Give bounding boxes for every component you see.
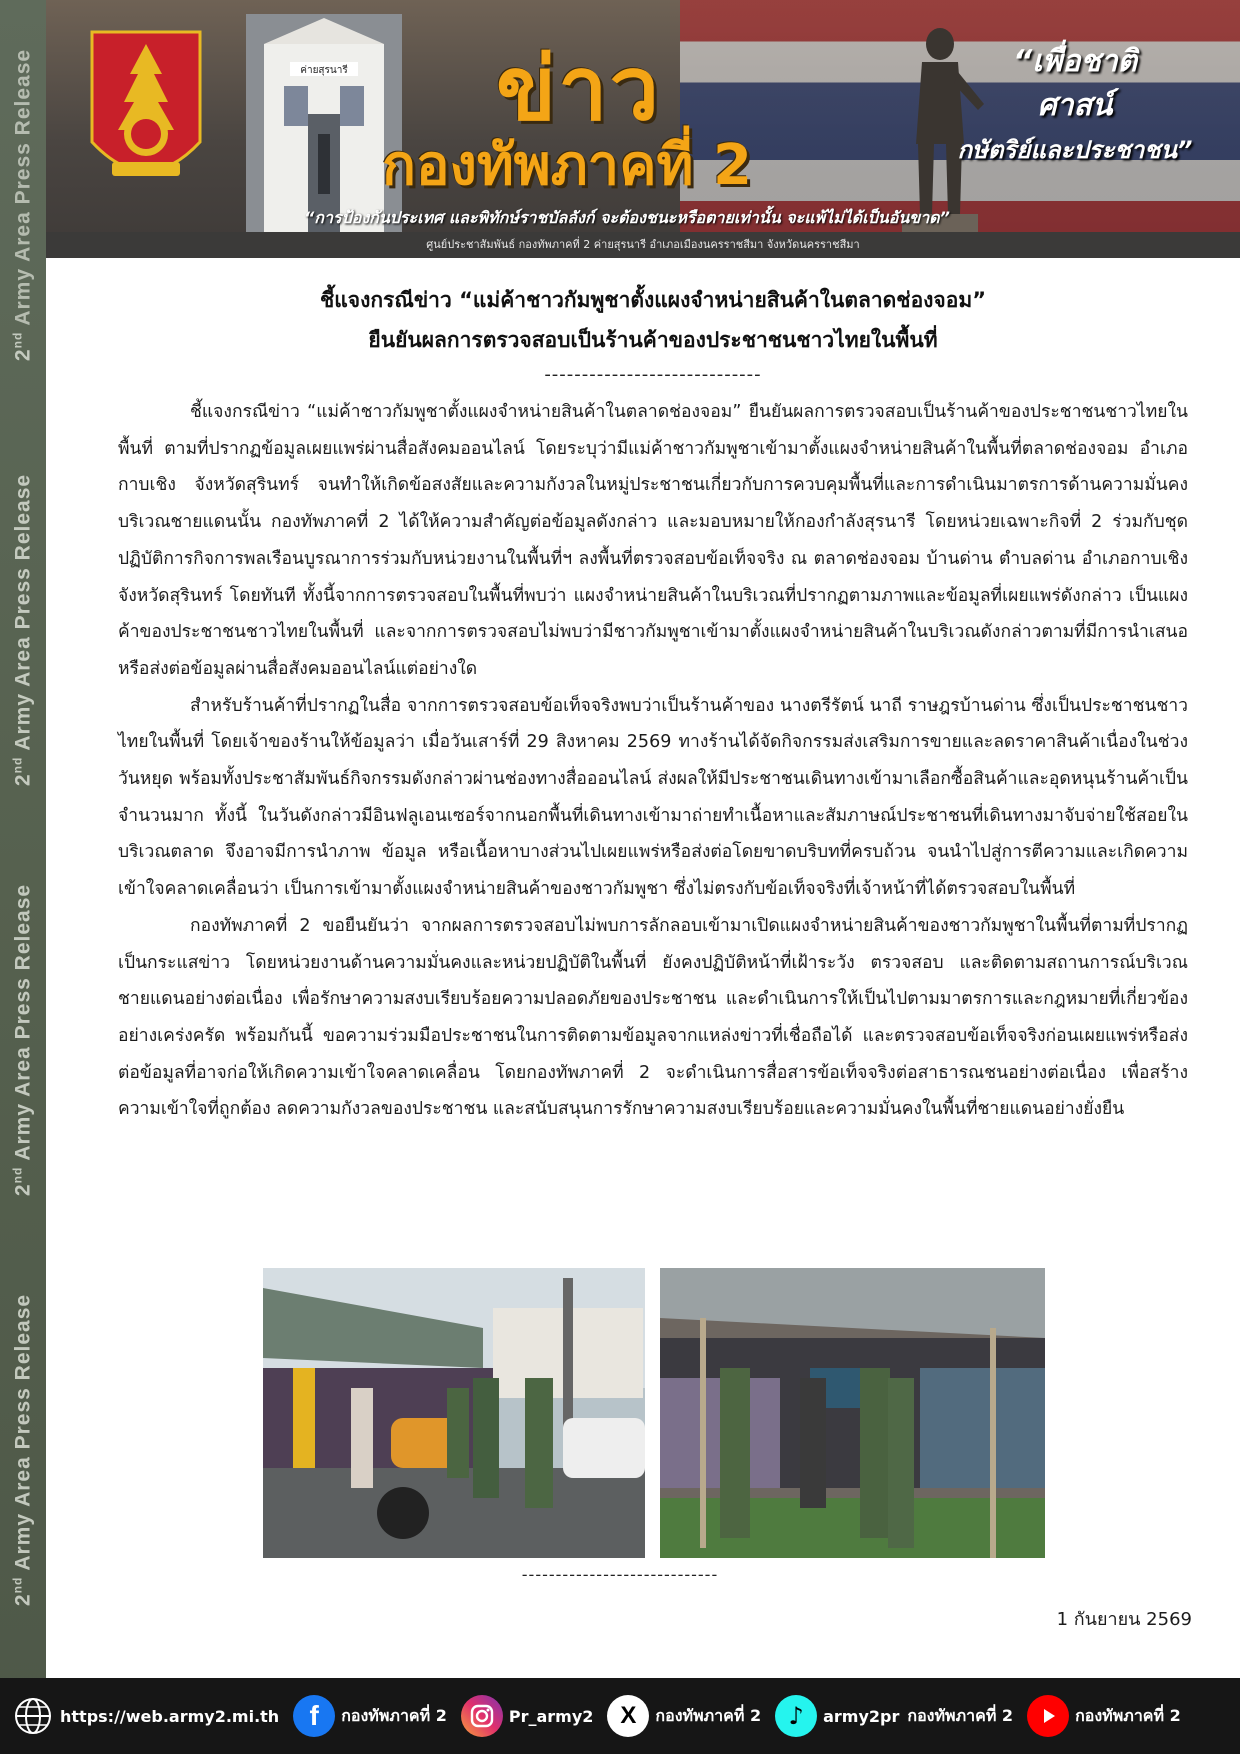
document-body (118, 280, 1188, 1128)
footer-website[interactable]: https://web.army2.mi.th (12, 1695, 279, 1737)
banner-motto: “เพื่อชาติ ศาสน์ กษัตริย์และประชาชน” (957, 44, 1193, 164)
svg-text:ค่ายสุรนารี: ค่ายสุรนารี (300, 65, 348, 76)
camp-gate-image (246, 14, 402, 234)
banner-quote: “การป้องกันประเทศ และพิทักษ์ราชบัลลังก์ จะต้องชนะหรือตายเท่านั้น จะแพ้ไม่ได้เป็นอันขาด” (304, 208, 950, 227)
footer-facebook[interactable]: f กองทัพภาคที่ 2 (293, 1695, 447, 1737)
document-date: 1 กันยายน 2569 (1056, 1609, 1192, 1630)
paragraph-3: กองทัพภาคที่ 2 ขอยืนยันว่า จากผลการตรวจสอบไม่พบการลักลอบเข้ามาเปิดแผงจำหน่ายสินค้าของชาวกัมพูชาในพื้นที่ตามที่ปรากฏเป็นกระแสข่าว โดยหน่วยงานด้านความมั่นคงและหน่วยปฏิบัติในพื้นที่ ยังคงปฏิบัติหน้าที่เฝ้าระวัง ตรวจสอบ และติดตามสถานการณ์บริเวณชายแดนอย่างต่อเนื่อง เพื่อรักษาความสงบเรียบร้อยความปลอดภัยของประชาชน และดำเนินการให้เป็นไปตามมาตรการและกฎหมายที่เกี่ยวข้องอย่างเคร่งครัด พร้อมกันนี้ ขอความร่วมมือประชาชนในการติดตามข้อมูลจากแหล่งข่าวที่เชื่อถือได้ และตรวจสอบข้อเท็จจริงก่อนเผยแพร่หรือส่งต่อข้อมูลที่อาจก่อให้เกิดความเข้าใจคลาดเคลื่อน โดยกองทัพภาคที่ 2 จะดำเนินการสื่อสารข้อเท็จจริงต่อสาธารณชนอย่างต่อเนื่อง เพื่อสร้างความเข้าใจที่ถูกต้อง ลดความกังวลของประชาชน และสนับสนุนการรักษาความสงบเรียบร้อยและความมั่นคงในพื้นที่ชายแดนอย่างยั่งยืน (118, 915, 1188, 1120)
footer-youtube[interactable]: กองทัพภาคที่ 2 (1027, 1695, 1181, 1737)
banner-title-news: ข่าว (496, 37, 661, 140)
footer-bar (0, 1678, 1240, 1754)
banner-subline: ศูนย์ประชาสัมพันธ์ กองทัพภาคที่ 2 ค่ายสุรนารี อำเภอเมืองนครราชสีมา จังหวัดนครราชสีมา (46, 232, 1240, 258)
closing-separator: ----------------------------- (521, 1565, 719, 1584)
headline-separator: ----------------------------- (544, 364, 762, 385)
facebook-icon: f (293, 1695, 335, 1737)
instagram-icon (461, 1695, 503, 1737)
photo-row (263, 1268, 1045, 1558)
x-icon: X (607, 1695, 649, 1737)
paragraph-2: สำหรับร้านค้าที่ปรากฏในสื่อ จากการตรวจสอบข้อเท็จจริงพบว่าเป็นร้านค้าของ นางตรีรัตน์ นาถี ราษฎรบ้านด่าน ซึ่งเป็นประชาชนชาวไทยในพื้นที่ โดยเจ้าของร้านให้ข้อมูลว่า เมื่อวันเสาร์ที่ 29 สิงหาคม 2569 ทางร้านได้จัดกิจกรรมส่งเสริมการขายและลดราคาสินค้าเนื่องในช่วงวันหยุด พร้อมทั้งประชาสัมพันธ์กิจกรรมดังกล่าวผ่านช่องทางสื่อออนไลน์ ส่งผลให้มีประชาชนเดินทางเข้ามาเลือกซื้อสินค้าและอุดหนุนร้านค้าเป็นจำนวนมาก ทั้งนี้ ในวันดังกล่าวมีอินฟลูเอนเซอร์จากนอกพื้นที่เดินทางเข้ามาถ่ายทำเนื้อหาและสัมภาษณ์ประชาชนที่เดินทางมาจับจ่ายใช้สอยในบริเวณตลาด จึงอาจมีการนำภาพ ข้อมูล หรือเนื้อหาบางส่วนไปเผยแพร่หรือส่งต่อโดยขาดบริบทที่ครบถ้วน จนนำไปสู่การตีความและเกิดความเข้าใจคลาดเคลื่อนว่า เป็นการเข้ามาตั้งแผงจำหน่ายสินค้าของชาวกัมพูชา ซึ่งไม่ตรงกับข้อเท็จจริงที่เจ้าหน้าที่ได้ตรวจสอบในพื้นที่ (118, 695, 1188, 900)
photo-market-street (263, 1268, 645, 1558)
photo-market-stall (660, 1268, 1045, 1558)
paragraph-1: ชี้แจงกรณีข่าว “แม่ค้าชาวกัมพูชาตั้งแผงจำหน่ายสินค้าในตลาดช่องจอม” ยืนยันผลการตรวจสอบเป็นร้านค้าของประชาชนชาวไทยในพื้นที่ ตามที่ปรากฏข้อมูลเผยแพร่ผ่านสื่อสังคมออนไลน์ โดยระบุว่ามีแม่ค้าชาวกัมพูชาเข้ามาตั้งแผงจำหน่ายสินค้าในพื้นที่ตลาดช่องจอม อำเภอกาบเชิง จังหวัดสุรินทร์ จนทำให้เกิดข้อสงสัยและความกังวลในหมู่ประชาชนเกี่ยวกับการควบคุมพื้นที่และการดำเนินมาตรการด้านความมั่นคงบริเวณชายแดนนั้น กองทัพภาคที่ 2 ได้ให้ความสำคัญต่อข้อมูลดังกล่าว และมอบหมายให้กองกำลังสุรนารี โดยหน่วยเฉพาะกิจที่ 2 ร่วมกับชุดปฏิบัติการกิจการพลเรือนบูรณาการร่วมกับหน่วยงานในพื้นที่ฯ ลงพื้นที่ตรวจสอบข้อเท็จจริง ณ ตลาดช่องจอม บ้านด่าน ตำบลด่าน อำเภอกาบเชิง จังหวัดสุรินทร์ โดยทันที ทั้งนี้จากการตรวจสอบในพื้นที่พบว่า แผงจำหน่ายสินค้าในบริเวณที่ปรากฏตามภาพและข้อมูลที่เผยแพร่ดังกล่าว เป็นแผงค้าของประชาชนชาวไทยในพื้นที่ และจากการตรวจสอบไม่พบว่ามีชาวกัมพูชาเข้ามาตั้งแผงจำหน่ายสินค้าในบริเวณดังกล่าวตามที่มีการนำเสนอหรือส่งต่อข้อมูลผ่านสื่อสังคมออนไลน์แต่อย่างใด (118, 402, 1188, 679)
globe-icon (12, 1695, 54, 1737)
tiktok-icon: ♪ (775, 1695, 817, 1737)
youtube-icon (1027, 1695, 1069, 1737)
footer-x[interactable]: X กองทัพภาคที่ 2 (607, 1695, 761, 1737)
footer-tiktok[interactable]: ♪ army2pr กองทัพภาคที่ 2 (775, 1695, 1013, 1737)
headline: ชี้แจงกรณีข่าว “แม่ค้าชาวกัมพูชาตั้งแผงจำหน่ายสินค้าในตลาดช่องจอม” ยืนยันผลการตรวจสอบเป็นร้านค้าของประชาชนชาวไทยในพื้นที่ (320, 288, 986, 352)
side-strip: 2nd Army Area Press Release 2nd Army Area Press Release 2nd Army Area Press Release 2nd Army Area Press Release (0, 0, 46, 1754)
header-banner (46, 0, 1240, 258)
banner-title-army: กองทัพภาคที่ 2 (382, 133, 752, 198)
army-emblem-logo (84, 22, 208, 200)
footer-instagram[interactable]: Pr_army2 (461, 1695, 594, 1737)
